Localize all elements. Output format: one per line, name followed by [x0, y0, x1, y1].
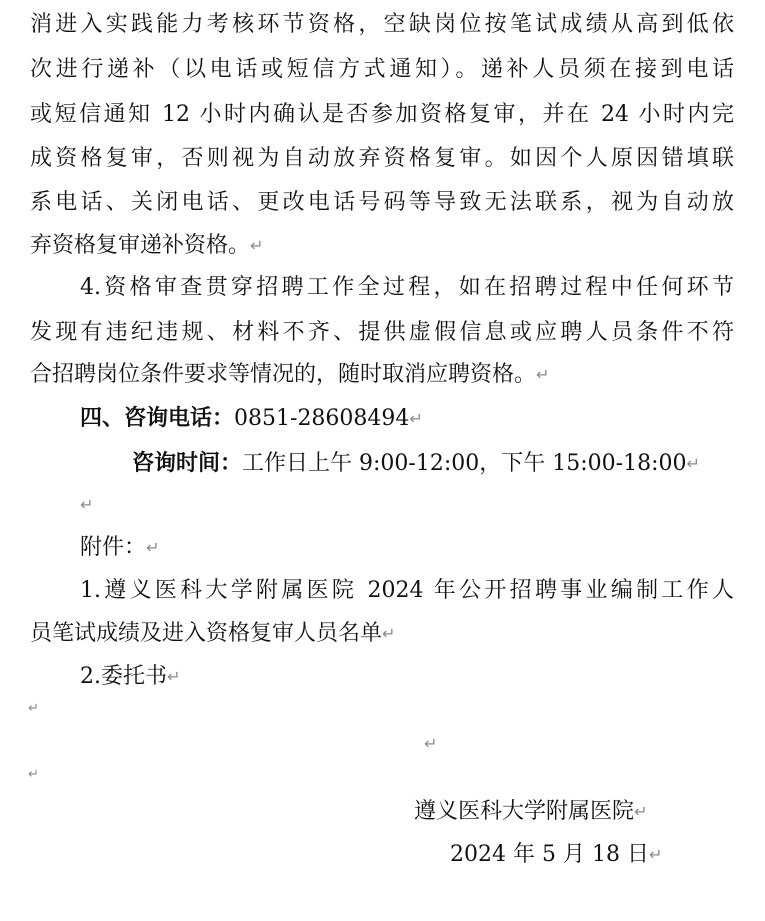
attachments-label: 附件： — [80, 535, 147, 560]
paragraph-mark-icon: ↵ — [80, 495, 94, 514]
signature-date: 2024 年 5 月 18 日↵ — [450, 842, 663, 867]
paragraph-mark-icon: ↵ — [146, 538, 160, 557]
attachment-item-1-line-1: 1.遵义医科大学附属医院 2024 年公开招聘事业编制工作人 — [80, 578, 734, 603]
para3-line-5: 系电话、关闭电话、更改电话号码等导致无法联系，视为自动放 — [30, 190, 734, 215]
paragraph-mark-icon: ↵ — [382, 624, 396, 643]
para4-line-3: 合招聘岗位条件要求等情况的，随时取消应聘资格。↵ — [30, 362, 550, 387]
empty-paragraph — [80, 492, 93, 518]
attachment-item-1-line-2: 员笔试成绩及进入资格复审人员名单↵ — [30, 621, 396, 646]
consult-heading: 四、咨询电话： — [80, 405, 235, 431]
paragraph-mark-icon: ↵ — [634, 802, 648, 821]
empty-paragraph — [28, 696, 39, 722]
para3-line-4: 成资格复审，否则视为自动放弃资格复审。如因个人原因错填联 — [30, 146, 734, 171]
para3-line-6: 弃资格复审递补资格。↵ — [30, 233, 264, 258]
signature-org: 遵义医科大学附属医院↵ — [414, 799, 648, 824]
attachment-item-2: 2.委托书↵ — [80, 664, 181, 689]
empty-paragraph — [424, 731, 437, 757]
consult-phone-line — [80, 405, 423, 432]
consult-phone: 0851-28608494 — [234, 406, 410, 431]
para4-line-2: 发现有违纪违规、材料不齐、提供虚假信息或应聘人员条件不符 — [30, 320, 734, 345]
consult-time-line — [132, 450, 700, 477]
consult-time-label: 咨询时间： — [132, 450, 243, 476]
paragraph-mark-icon: ↵ — [536, 365, 550, 384]
paragraph-mark-icon: ↵ — [167, 667, 181, 686]
paragraph-mark-icon: ↵ — [409, 409, 423, 428]
paragraph-mark-icon: ↵ — [28, 767, 39, 782]
empty-paragraph — [28, 762, 39, 788]
paragraph-mark-icon: ↵ — [648, 845, 663, 864]
paragraph-mark-icon: ↵ — [28, 701, 39, 716]
attachments-label-line — [80, 535, 159, 561]
para3-line-2: 次进行递补（以电话或短信方式通知）。递补人员须在接到电话 — [30, 57, 734, 82]
para3-line-3: 或短信通知 12 小时内确认是否参加资格复审，并在 24 小时内完 — [30, 102, 734, 127]
para3-line-1: 消进入实践能力考核环节资格，空缺岗位按笔试成绩从高到低依 — [30, 12, 734, 37]
paragraph-mark-icon: ↵ — [424, 734, 438, 753]
consult-time-value: 工作日上午 9:00-12:00，下午 15:00-18:00 — [242, 451, 687, 476]
paragraph-mark-icon: ↵ — [686, 454, 700, 473]
para4-line-1: 4.资格审查贯穿招聘工作全过程，如在招聘过程中任何环节 — [80, 275, 734, 300]
paragraph-mark-icon: ↵ — [250, 236, 264, 255]
